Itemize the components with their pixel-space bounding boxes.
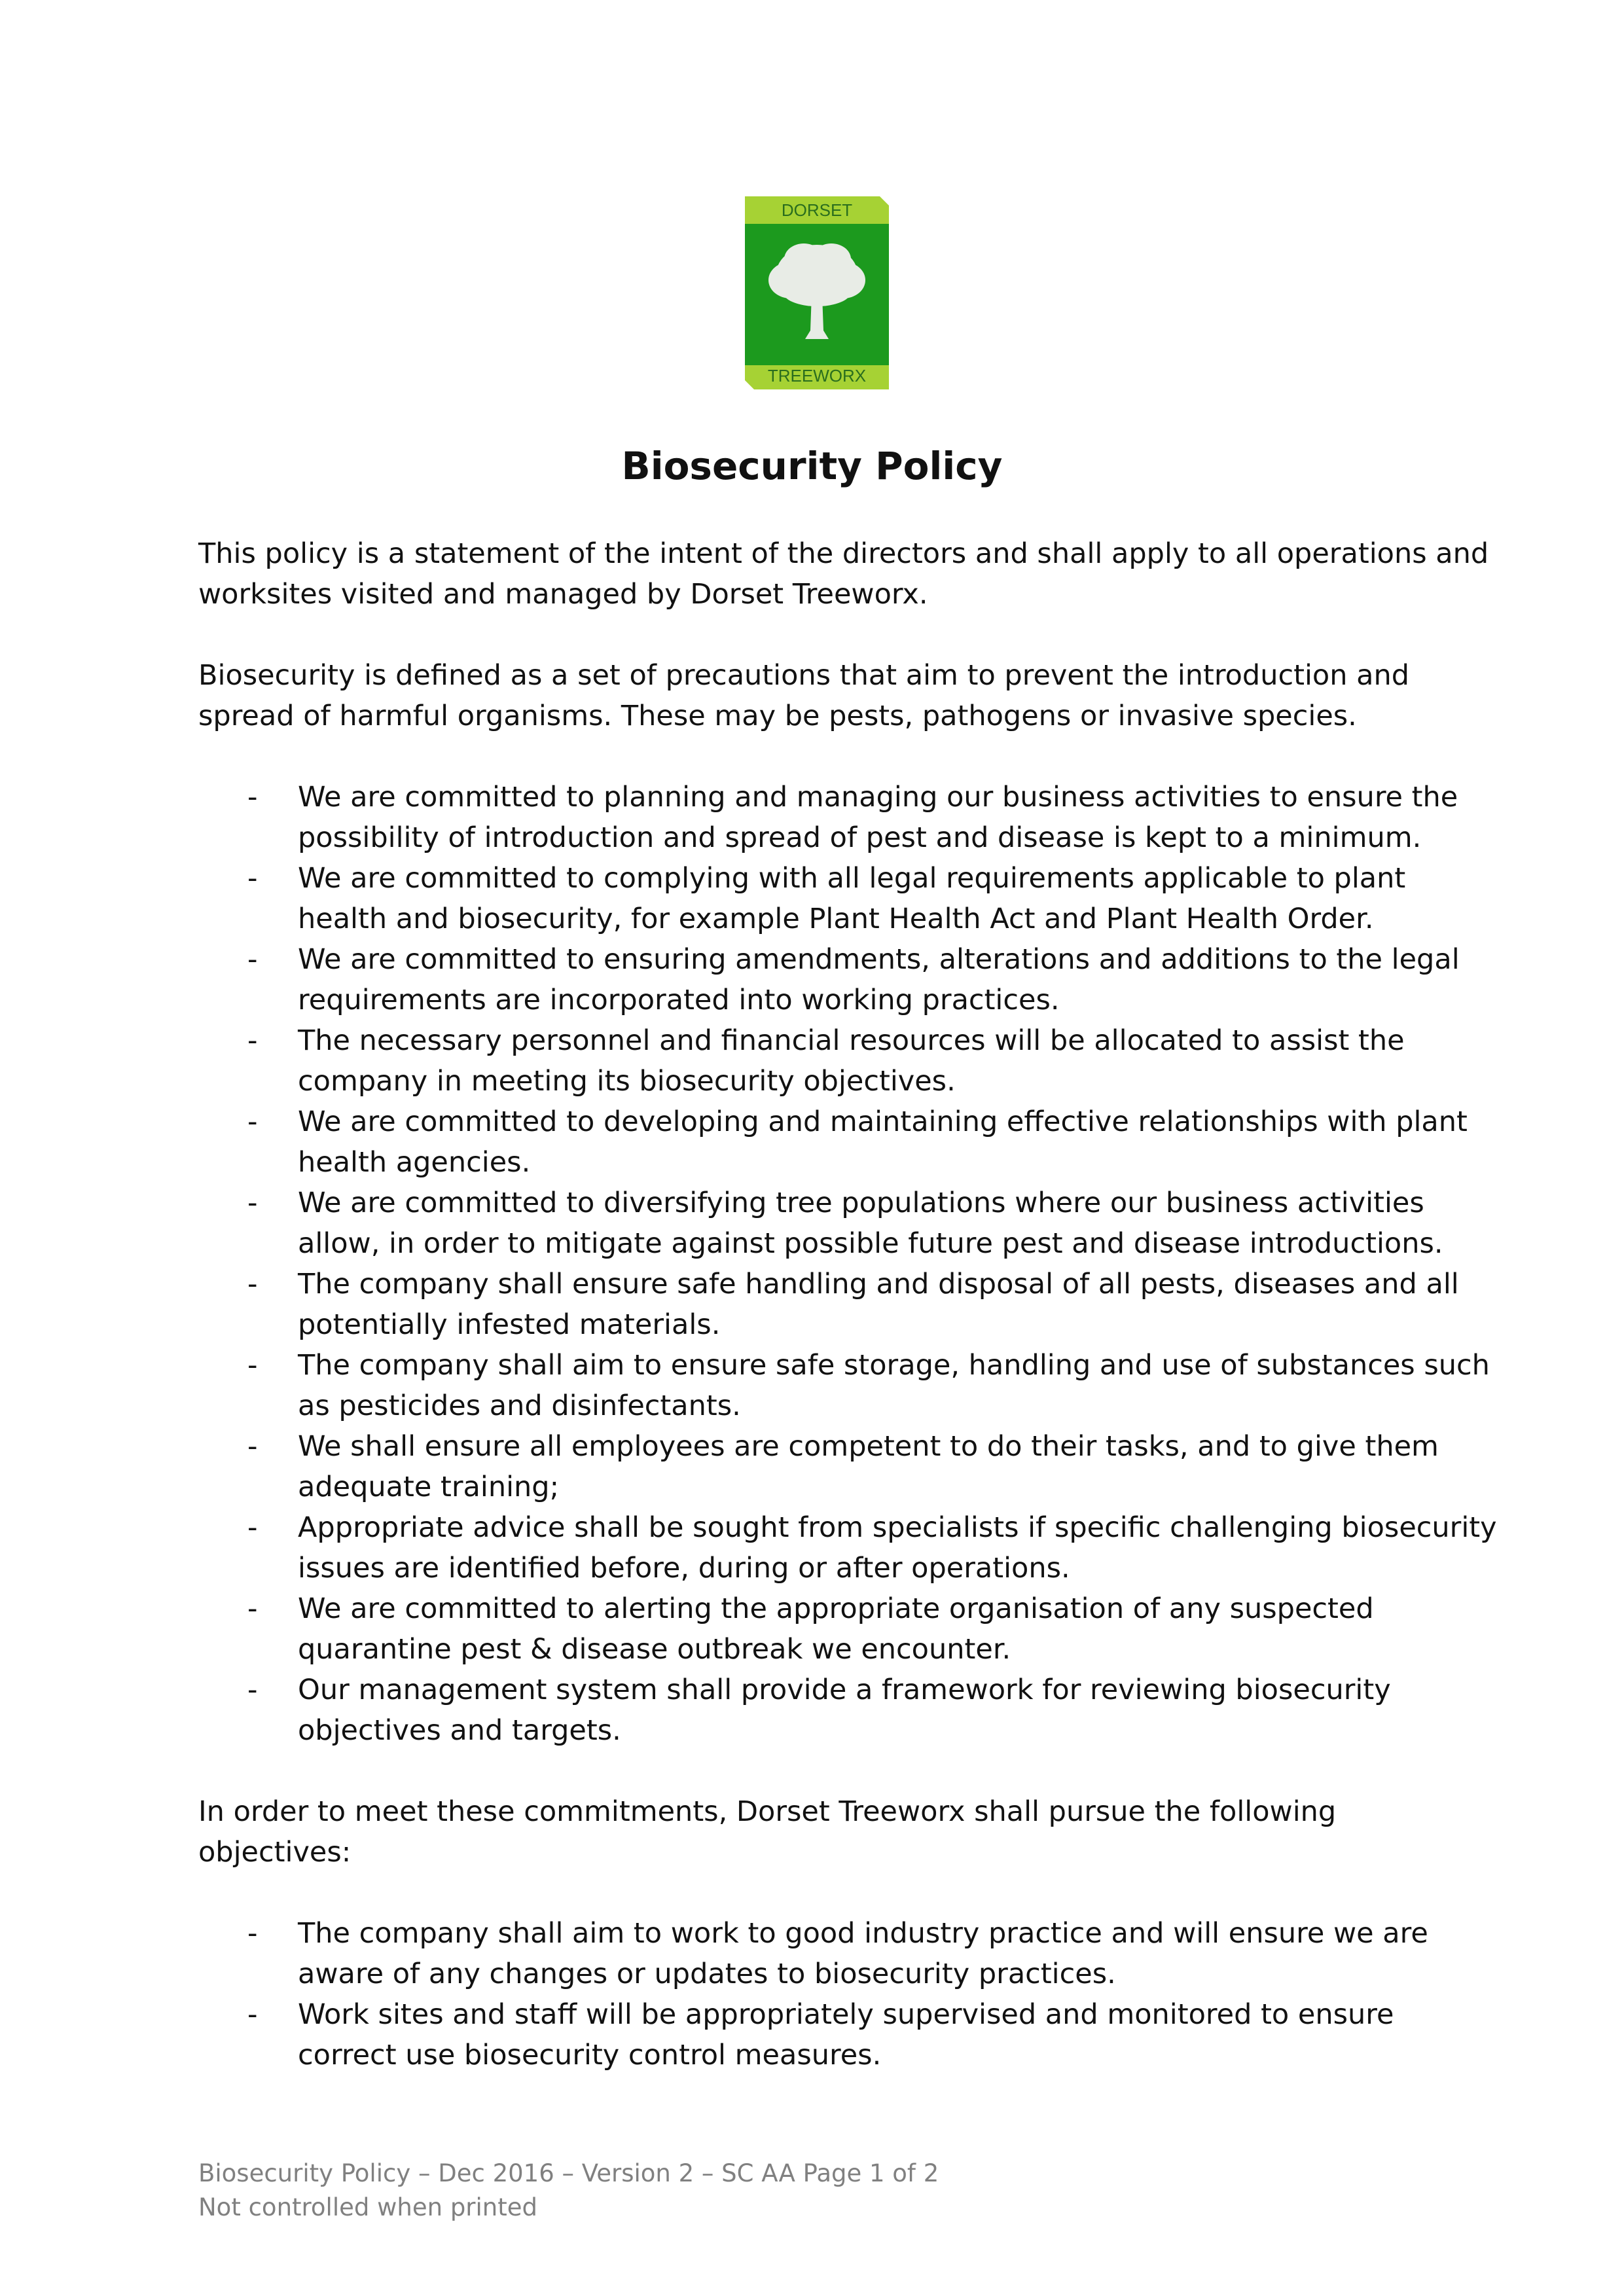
footer-control-note: Not controlled when printed	[198, 2193, 537, 2221]
list-item	[198, 1994, 1481, 2075]
list-item	[198, 858, 1481, 939]
bullet-dash: -	[247, 1105, 258, 1138]
list-item-line: We are committed to complying with all legal requirements applicable to plant	[298, 862, 1406, 895]
list-item-line: adequate training;	[298, 1471, 560, 1503]
list-item-line: as pesticides and disinfectants.	[298, 1390, 741, 1422]
list-item-line: health and biosecurity, for example Plant Health Act and Plant Health Order.	[298, 903, 1374, 935]
tree-logo-icon	[745, 196, 889, 389]
bullet-dash: -	[247, 1024, 258, 1057]
list-item	[198, 1264, 1481, 1345]
list-item	[198, 1588, 1481, 1670]
bullet-dash: -	[247, 1187, 258, 1219]
bullet-dash: -	[247, 781, 258, 814]
list-item-line: The necessary personnel and financial resources will be allocated to assist the	[298, 1024, 1405, 1057]
objectives-intro-line: In order to meet these commitments, Dorset Treeworx shall pursue the following	[198, 1795, 1337, 1828]
bullet-dash: -	[247, 1917, 258, 1950]
list-item-line: We are committed to developing and maintaining effective relationships with plant	[298, 1105, 1468, 1138]
list-item-line: The company shall aim to ensure safe storage, handling and use of substances such	[298, 1349, 1490, 1382]
list-item	[198, 1507, 1497, 1588]
page-title: Biosecurity Policy	[621, 444, 1003, 488]
list-item-line: Our management system shall provide a framework for reviewing biosecurity	[298, 1674, 1391, 1706]
list-item-line: requirements are incorporated into working practices.	[298, 984, 1060, 1016]
list-item-line: potentially infested materials.	[298, 1308, 721, 1341]
list-item-line: possibility of introduction and spread of pest and disease is kept to a minimum.	[298, 821, 1422, 854]
page-footer	[198, 2157, 939, 2225]
list-item-line: We are committed to ensuring amendments, alterations and additions to the legal	[298, 943, 1460, 976]
list-item-line: aware of any changes or updates to biosecurity practices.	[298, 1958, 1116, 1990]
list-item	[198, 1426, 1481, 1507]
policy-body	[198, 533, 1497, 2075]
list-item-line: We are committed to planning and managing our business activities to ensure the	[298, 781, 1458, 814]
intro-line: worksites visited and managed by Dorset Treeworx.	[198, 578, 928, 611]
bullet-dash: -	[247, 1268, 258, 1300]
list-item-line: We shall ensure all employees are competent to do their tasks, and to give them	[298, 1430, 1439, 1463]
bullet-dash: -	[247, 1430, 258, 1463]
list-item-line: We are committed to alerting the appropriate organisation of any suspected	[298, 1592, 1374, 1625]
bullet-dash: -	[247, 862, 258, 895]
objectives-list	[198, 1913, 1481, 2075]
footer-document-info: Biosecurity Policy – Dec 2016 – Version 2 – SC AA Page 1 of 2	[198, 2159, 939, 2187]
list-item	[198, 1183, 1481, 1264]
logo-top-text: DORSET	[781, 200, 853, 220]
list-item-line: We are committed to diversifying tree populations where our business activities	[298, 1187, 1424, 1219]
bullet-dash: -	[247, 1511, 258, 1544]
list-item-line: correct use biosecurity control measures.	[298, 2039, 882, 2072]
list-item-line: allow, in order to mitigate against possible future pest and disease introductions.	[298, 1227, 1443, 1260]
list-item-line: Work sites and staff will be appropriately supervised and monitored to ensure	[298, 1998, 1394, 2031]
list-item-line: health agencies.	[298, 1146, 531, 1179]
bullet-dash: -	[247, 1349, 258, 1382]
list-item	[198, 939, 1481, 1020]
bullet-dash: -	[247, 1674, 258, 1706]
bullet-dash: -	[247, 943, 258, 976]
intro-line: This policy is a statement of the intent of the directors and shall apply to all operations and	[198, 537, 1489, 570]
bullet-dash: -	[247, 1998, 258, 2031]
list-item-line: objectives and targets.	[298, 1714, 621, 1747]
list-item	[198, 777, 1481, 858]
dorset-treeworx-logo	[745, 196, 889, 389]
list-item-line: The company shall aim to work to good industry practice and will ensure we are	[298, 1917, 1428, 1950]
list-item	[198, 1345, 1490, 1426]
list-item	[198, 1670, 1481, 1751]
list-item	[198, 1913, 1481, 1994]
list-item-line: The company shall ensure safe handling and disposal of all pests, diseases and all	[298, 1268, 1459, 1300]
list-item	[198, 1102, 1481, 1183]
commitments-list	[198, 777, 1497, 1751]
list-item-line: issues are identified before, during or after operations.	[298, 1552, 1070, 1585]
logo-bottom-text: TREEWORX	[767, 366, 867, 386]
definition-line: spread of harmful organisms. These may be pests, pathogens or invasive species.	[198, 700, 1357, 732]
list-item-line: Appropriate advice shall be sought from specialists if specific challenging biosecurity	[298, 1511, 1497, 1544]
list-item-line: quarantine pest & disease outbreak we encounter.	[298, 1633, 1011, 1666]
list-item	[198, 1020, 1481, 1102]
bullet-dash: -	[247, 1592, 258, 1625]
list-item-line: company in meeting its biosecurity objectives.	[298, 1065, 956, 1098]
objectives-intro-line: objectives:	[198, 1836, 352, 1869]
definition-line: Biosecurity is defined as a set of precautions that aim to prevent the introduction and	[198, 659, 1410, 692]
